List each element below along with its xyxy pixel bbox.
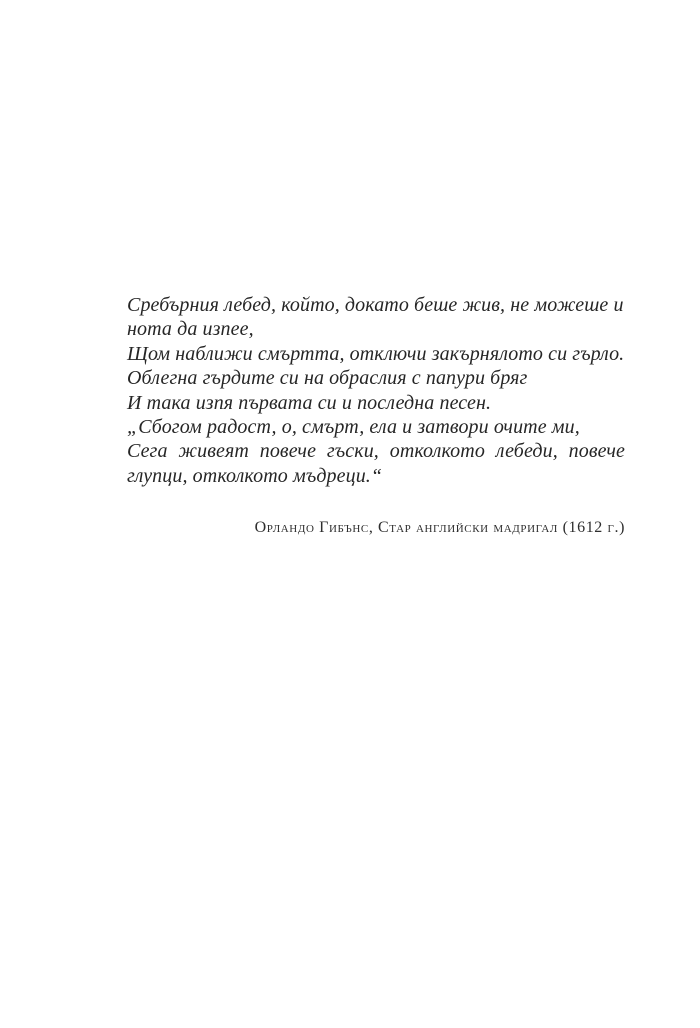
poem-line-7: Сега живеят повече гъски, отколкото лебеди, повече — [127, 440, 625, 463]
poem-line-5: И така изпя първата си и последна песен. — [127, 391, 492, 414]
poem-line-2: нота да изпее, — [127, 318, 254, 341]
poem-line-6: „Сбогом радост, о, смърт, ела и затвори очите ми, — [127, 416, 580, 439]
poem-line-3: Щом наближи смъртта, отключи закърнялото си гърло. — [127, 342, 625, 365]
poem-line-1: Сребърния лебед, който, докато беше жив, не можеше и — [127, 294, 624, 316]
poem-line-4: Облегна гърдите си на обраслия с папури бряг — [127, 367, 528, 390]
poem — [127, 293, 625, 488]
epigraph — [127, 293, 625, 488]
poem-line-8: глупци, отколкото мъдреци.“ — [127, 464, 383, 487]
epigraph-attribution: Орландо Гибънс, Стар английски мадригал (1612 г.) — [254, 519, 625, 536]
